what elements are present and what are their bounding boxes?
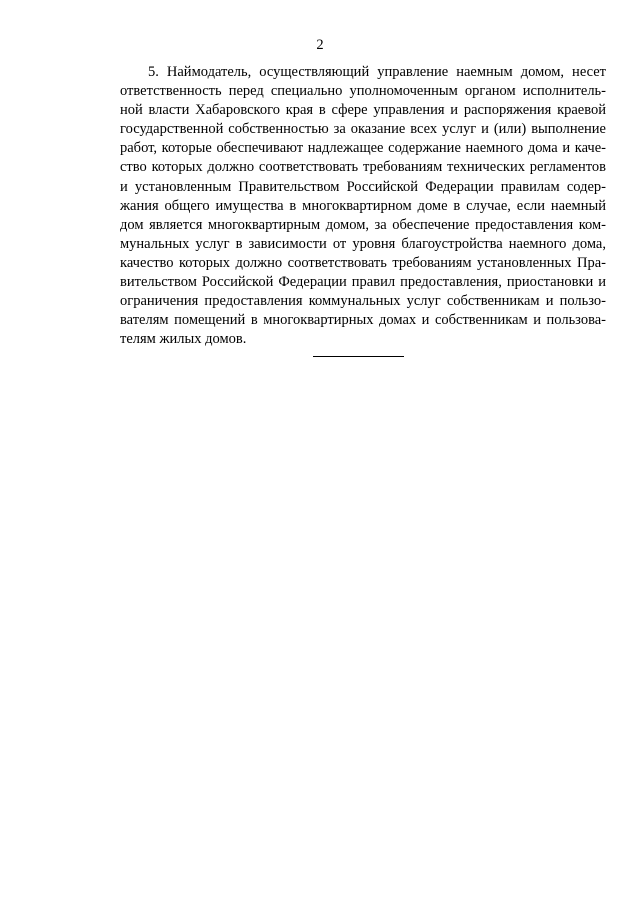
page-number: 2 xyxy=(316,37,324,53)
paragraph-5 xyxy=(120,63,606,349)
paragraph-line: дом является многоквартирным домом, за обеспечение предоставления ком- xyxy=(120,216,606,233)
paragraph-line: ответственность перед специально уполномоченным органом исполнитель- xyxy=(120,83,606,100)
paragraph-line: качество которых должно соответствовать требованиям установленных Пра- xyxy=(120,254,606,271)
paragraph-line: и установленным Правительством Российской Федерации правилам содер- xyxy=(120,178,606,195)
end-separator-line xyxy=(313,356,404,357)
paragraph-line: жания общего имущества в многоквартирном доме в случае, если наемный xyxy=(120,197,606,214)
paragraph-line: работ, которые обеспечивают надлежащее содержание наемного дома и каче- xyxy=(120,140,606,157)
paragraph-line: ной власти Хабаровского края в сфере управления и распоряжения краевой xyxy=(120,102,606,119)
paragraph-line: вительством Российской Федерации правил предоставления, приостановки и xyxy=(120,274,606,291)
paragraph-line: ство которых должно соответствовать требованиям технических регламентов xyxy=(120,159,606,176)
paragraph-line: телям жилых домов. xyxy=(120,331,247,348)
paragraph-line: вателям помещений в многоквартирных домах и собственникам и пользова- xyxy=(120,312,606,329)
paragraph-line: государственной собственностью за оказание всех услуг и (или) выполнение xyxy=(120,121,606,138)
paragraph-line: ограничения предоставления коммунальных услуг собственникам и пользо- xyxy=(120,293,606,310)
paragraph-line: мунальных услуг в зависимости от уровня благоустройства наемного дома, xyxy=(120,235,606,252)
paragraph-line: 5. Наймодатель, осуществляющий управление наемным домом, несет xyxy=(148,64,606,80)
